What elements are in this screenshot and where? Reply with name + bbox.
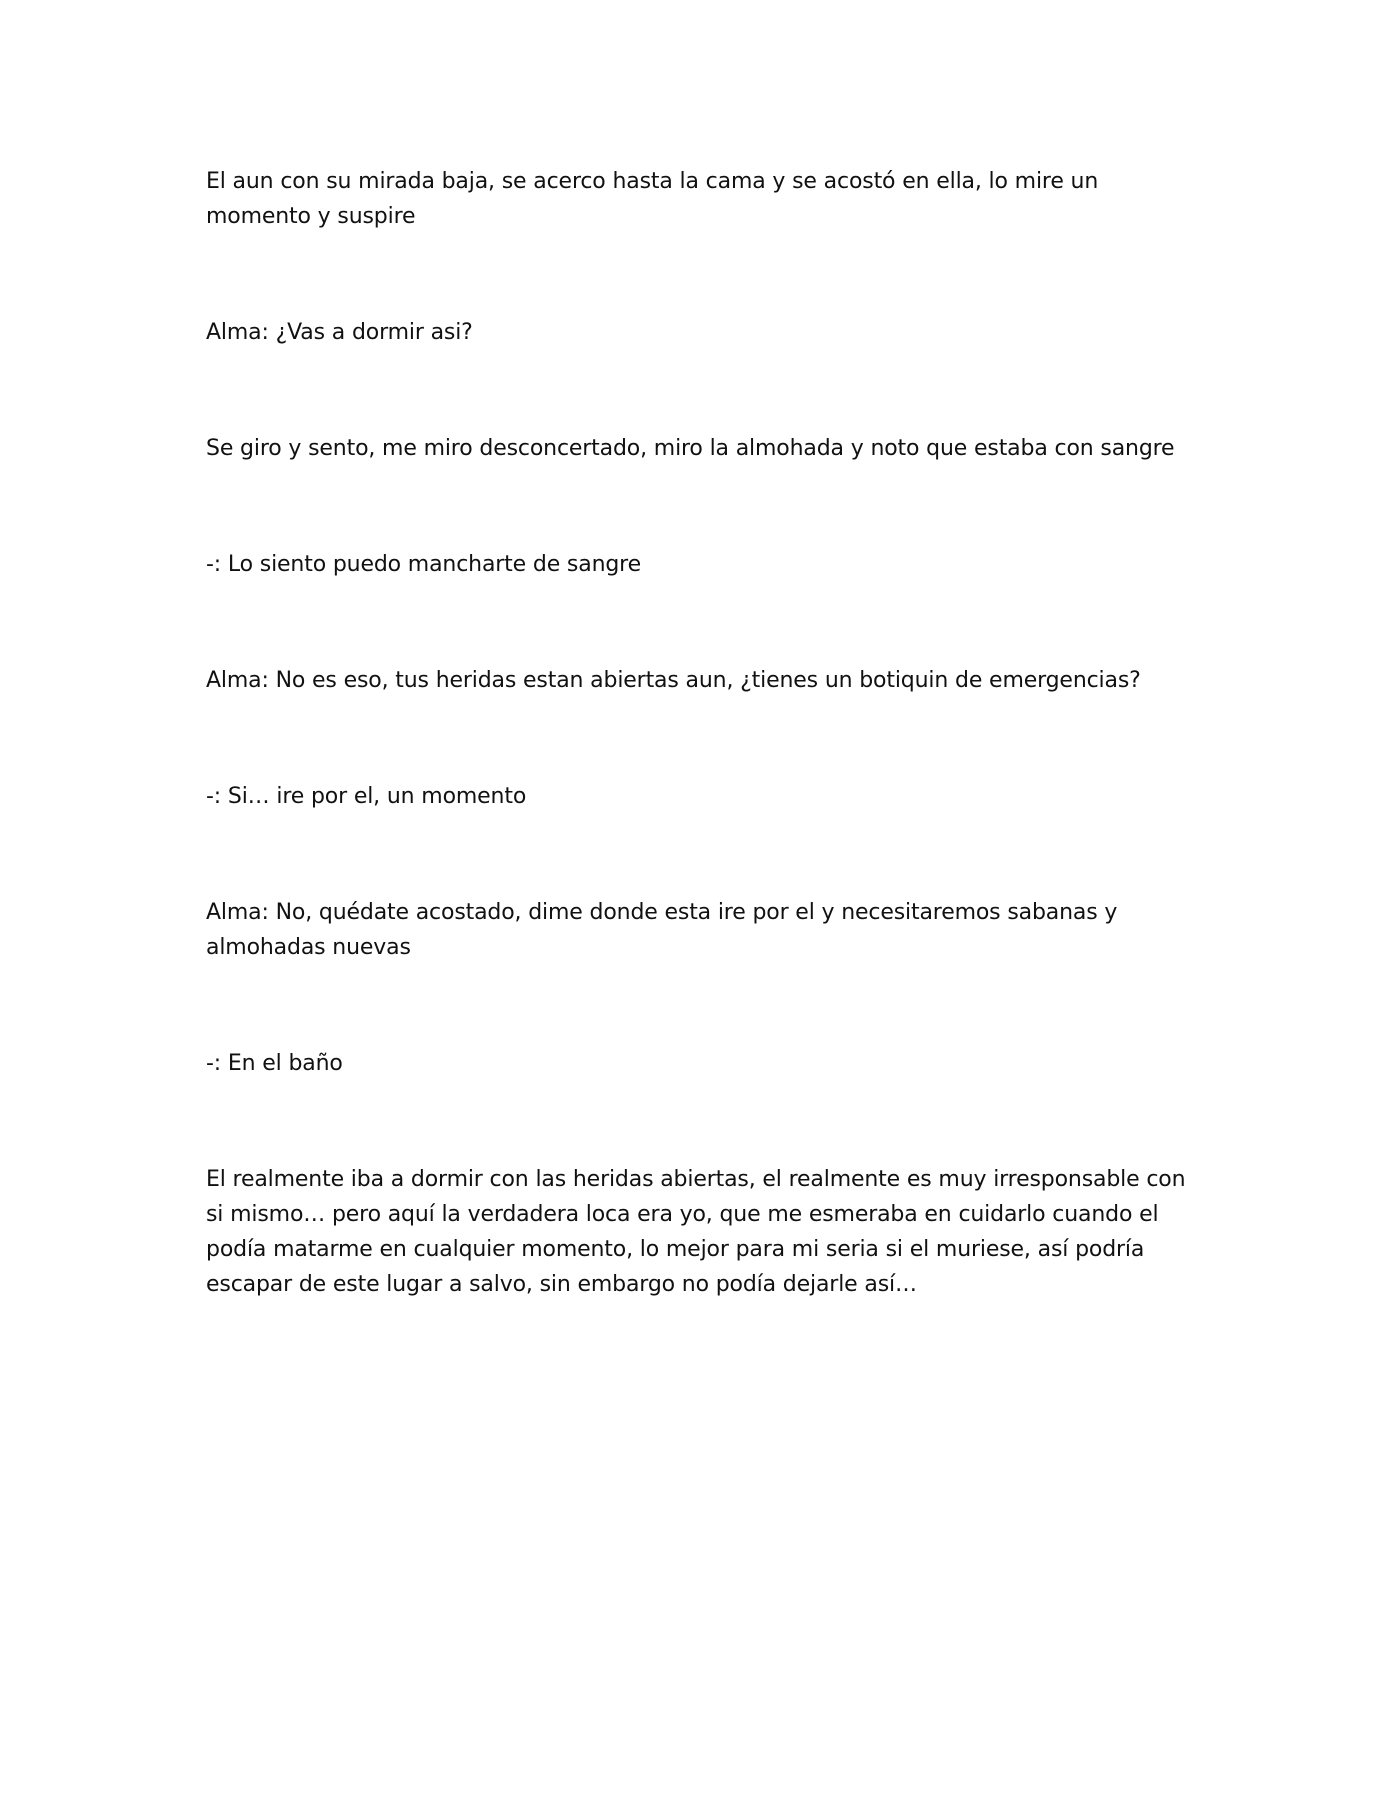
paragraph-narration-2: Se giro y sento, me miro desconcertado, miro la almohada y noto que estaba con sangre — [206, 436, 1175, 461]
paragraph-dialogue-other-3: -: En el baño — [206, 1051, 343, 1076]
paragraph-dialogue-other-2: -: Si… ire por el, un momento — [206, 784, 527, 809]
paragraph-dialogue-other-1: -: Lo siento puedo mancharte de sangre — [206, 552, 641, 577]
paragraph-dialogue-alma-1: Alma: ¿Vas a dormir asi? — [206, 320, 473, 345]
paragraph-dialogue-alma-2: Alma: No es eso, tus heridas estan abiertas aun, ¿tienes un botiquin de emergencias? — [206, 668, 1141, 693]
document-body — [206, 164, 1206, 1302]
paragraph-narration-3: El realmente iba a dormir con las heridas abiertas, el realmente es muy irresponsable con si mismo… pero aquí la verdadera loca era yo, que me esmeraba en cuidarlo cuando el podía matarme en cualquier momento, lo mejor para mi seria si el muriese, así podría escapar de este lugar a salvo, sin embargo no podía dejarle así… — [206, 1167, 1186, 1297]
paragraph-narration-1: El aun con su mirada baja, se acerco hasta la cama y se acostó en ella, lo mire un momento y suspire — [206, 169, 1099, 229]
paragraph-dialogue-alma-3: Alma: No, quédate acostado, dime donde esta ire por el y necesitaremos sabanas y almohadas nuevas — [206, 900, 1118, 960]
